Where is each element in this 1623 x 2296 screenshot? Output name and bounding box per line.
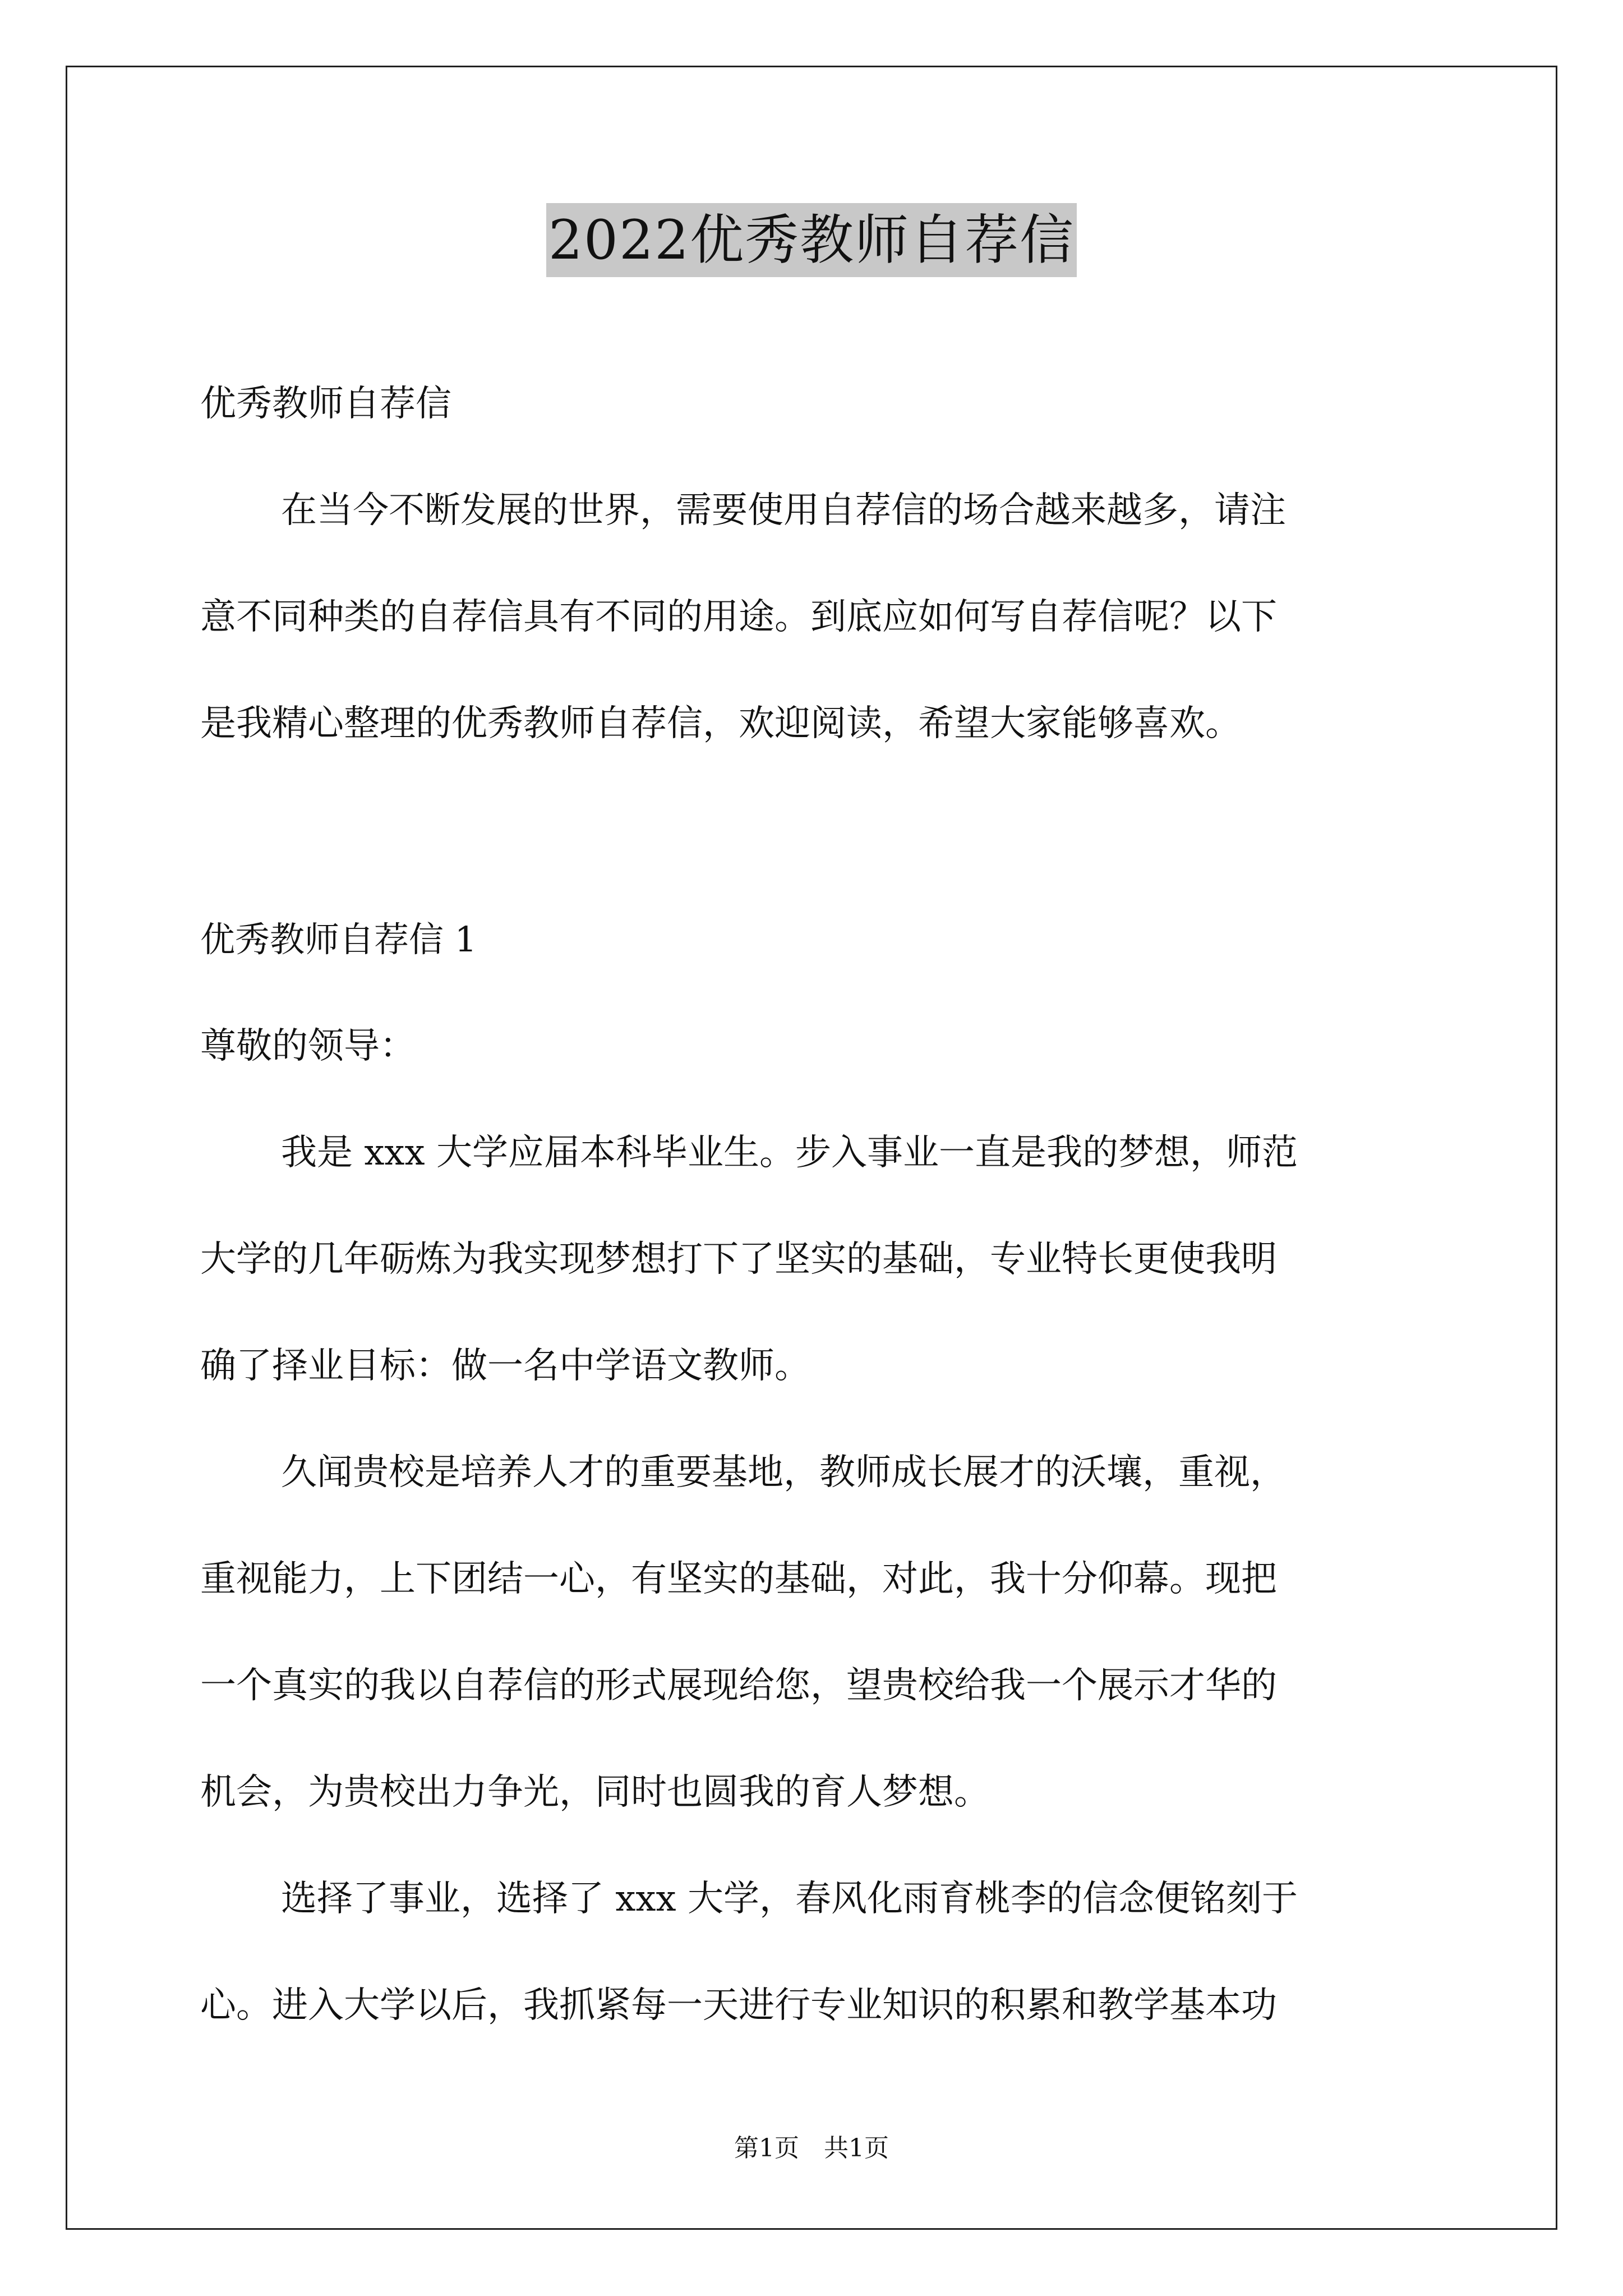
paragraph-line: 久闻贵校是培养人才的重要基地，教师成长展才的沃壤，重视， bbox=[281, 1452, 1286, 1493]
salutation: 尊敬的领导： bbox=[200, 1025, 416, 1067]
paragraph-line: 心。进入大学以后，我抓紧每一天进行专业知识的积累和教学基本功 bbox=[200, 1985, 1277, 2026]
page-footer: 第1页 共1页 bbox=[734, 2134, 889, 2162]
title-area bbox=[0, 203, 1623, 277]
paragraph-line: 大学的几年砺炼为我实现梦想打下了坚实的基础，专业特长更使我明 bbox=[200, 1239, 1277, 1280]
paragraph-line: 选择了事业，选择了 xxx 大学，春风化雨育桃李的信念便铭刻于 bbox=[281, 1878, 1298, 1920]
intro-line: 在当今不断发展的世界，需要使用自荐信的场合越来越多，请注 bbox=[281, 490, 1286, 531]
spacer bbox=[200, 777, 1434, 886]
document-body bbox=[200, 351, 1434, 2059]
paragraph-line: 我是 xxx 大学应届本科毕业生。步入事业一直是我的梦想，师范 bbox=[281, 1132, 1298, 1174]
paragraph-line: 确了择业目标：做一名中学语文教师。 bbox=[200, 1345, 810, 1387]
paragraph-line: 一个真实的我以自荐信的形式展现给您，望贵校给我一个展示才华的 bbox=[200, 1665, 1277, 1706]
subtitle: 优秀教师自荐信 bbox=[200, 383, 451, 425]
paragraph-line: 重视能力，上下团结一心，有坚实的基础，对此，我十分仰幕。现把 bbox=[200, 1558, 1277, 1600]
intro-line: 意不同种类的自荐信具有不同的用途。到底应如何写自荐信呢？以下 bbox=[200, 596, 1277, 638]
intro-line: 是我精心整理的优秀教师自荐信，欢迎阅读，希望大家能够喜欢。 bbox=[200, 703, 1241, 744]
paragraph-line: 机会，为贵校出力争光，同时也圆我的育人梦想。 bbox=[200, 1772, 990, 1813]
document-title: 2022优秀教师自荐信 bbox=[546, 203, 1077, 277]
section-heading: 优秀教师自荐信 1 bbox=[200, 919, 477, 960]
